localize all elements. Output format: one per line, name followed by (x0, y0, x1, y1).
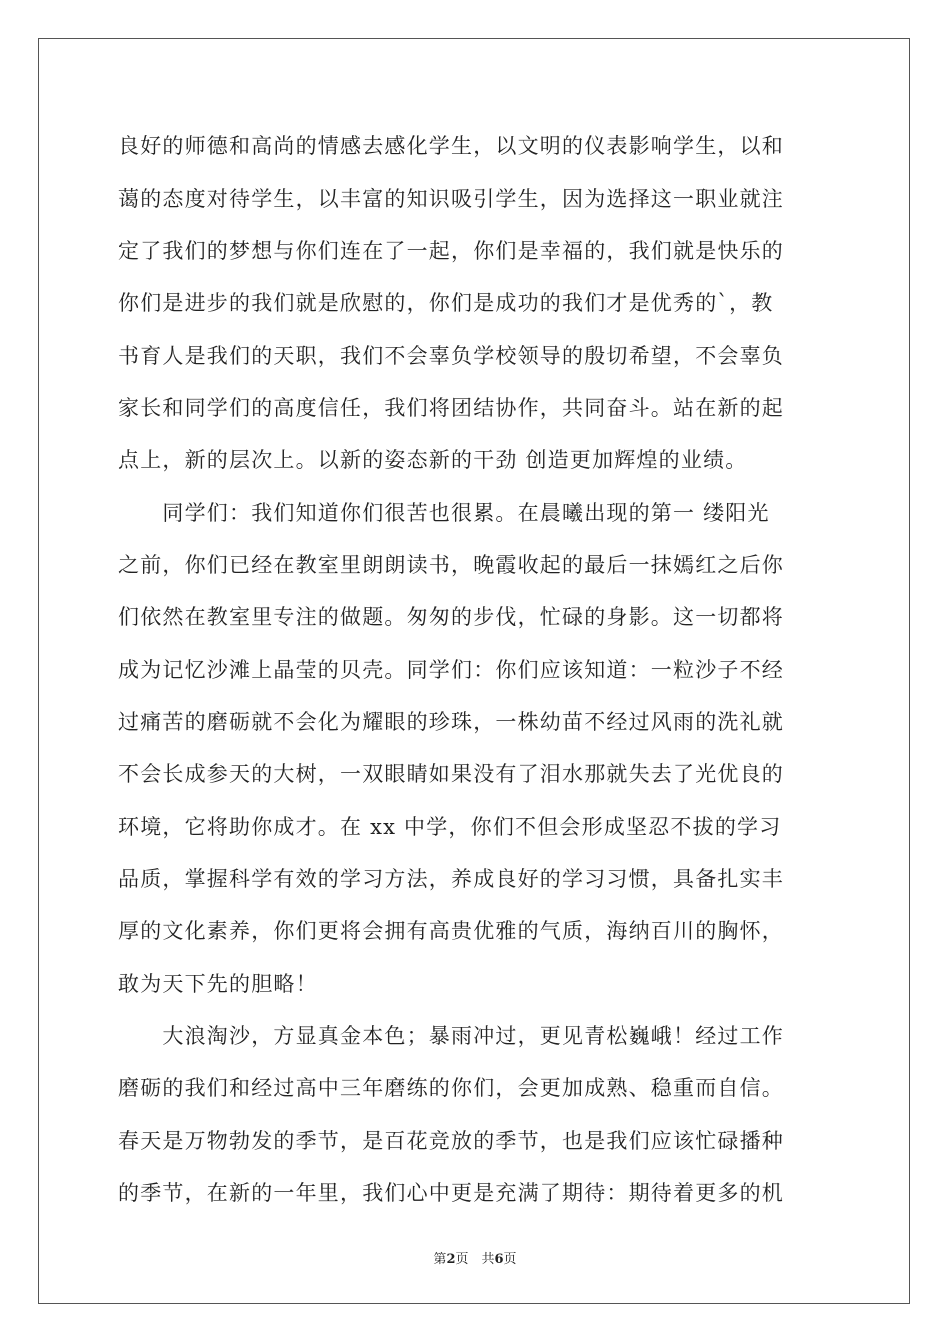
text-line: 春天是万物勃发的季节，是百花竞放的季节，也是我们应该忙碌播种 (118, 1129, 784, 1153)
text-line: 不会长成参天的大树，一双眼睛如果没有了泪水那就失去了光优良的 (118, 762, 784, 786)
text-line: 厚的文化素养，你们更将会拥有高贵优雅的气质，海纳百川的胸怀， (118, 919, 784, 943)
footer-mid: 页 共 (455, 1252, 495, 1267)
text-line: 敢为天下先的胆略！ (118, 972, 318, 996)
text-line: 大浪淘沙，方显真金本色；暴雨冲过，更见青松巍峨！经过工作 (118, 1024, 784, 1048)
text-line: 书育人是我们的天职，我们不会辜负学校领导的殷切希望，不会辜负 (118, 344, 784, 368)
total-pages-number: 6 (494, 1252, 504, 1267)
text-line: 们依然在教室里专注的做题。匆匆的步伐，忙碌的身影。这一切都将 (118, 605, 784, 629)
text-line: 家长和同学们的高度信任，我们将团结协作，共同奋斗。站在新的起 (118, 396, 784, 420)
text-line: 过痛苦的磨砺就不会化为耀眼的珍珠，一株幼苗不经过风雨的洗礼就 (118, 710, 784, 734)
text-line: 的季节，在新的一年里，我们心中更是充满了期待：期待着更多的机 (118, 1181, 784, 1205)
text-line: 成为记忆沙滩上晶莹的贝壳。同学们：你们应该知道：一粒沙子不经 (118, 658, 784, 682)
text-line: 品质，掌握科学有效的学习方法，养成良好的学习习惯，具备扎实丰 (118, 867, 784, 891)
text-line: 蔼的态度对待学生，以丰富的知识吸引学生，因为选择这一职业就注 (118, 187, 784, 211)
text-line: 同学们：我们知道你们很苦也很累。在晨曦出现的第一 缕阳光 (118, 501, 770, 525)
footer-prefix: 第 (433, 1252, 447, 1267)
text-line: 你们是进步的我们就是欣慰的，你们是成功的我们才是优秀的`，教 (118, 291, 774, 315)
text-line: 良好的师德和高尚的情感去感化学生，以文明的仪表影响学生，以和 (118, 134, 784, 158)
text-line: 磨砺的我们和经过高中三年磨练的你们，会更加成熟、稳重而自信。 (118, 1076, 784, 1100)
text-line: 定了我们的梦想与你们连在了一起，你们是幸福的，我们就是快乐的 (118, 239, 784, 263)
text-line: 点上，新的层次上。以新的姿态新的干劲 创造更加辉煌的业绩。 (118, 448, 748, 472)
text-line: 环境，它将助你成才。在 xx 中学，你们不但会形成坚忍不拔的学习 (118, 815, 782, 839)
footer-suffix: 页 (503, 1252, 517, 1267)
current-page-number: 2 (446, 1252, 456, 1267)
text-line: 之前，你们已经在教室里朗朗读书，晚霞收起的最后一抹嫣红之后你 (118, 553, 784, 577)
page-number-footer (0, 1248, 950, 1267)
